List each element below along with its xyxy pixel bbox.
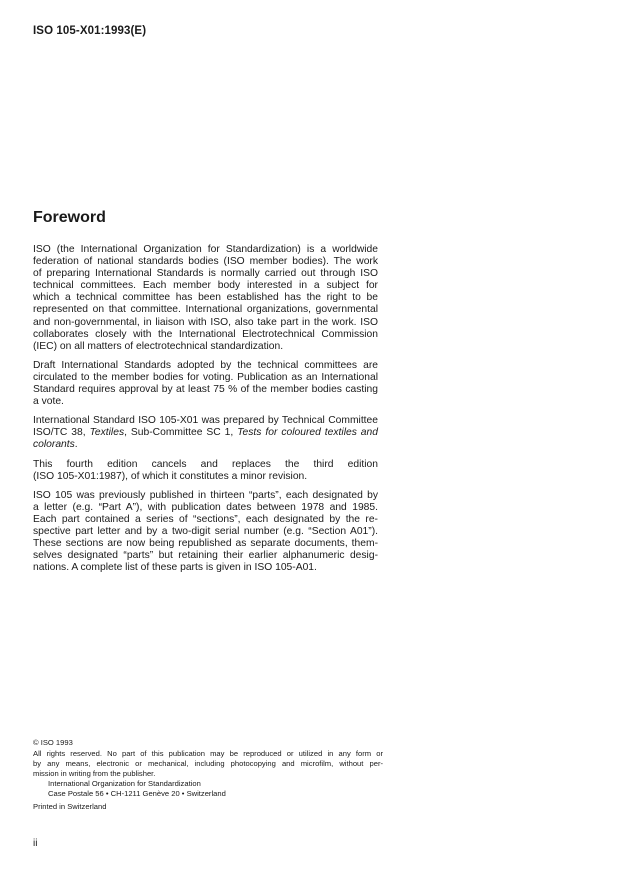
text-line: federation of national standards bodies (ISO member bodies). The work xyxy=(33,256,378,268)
committee-code: ISO/TC 38, xyxy=(33,427,90,439)
printed-in: Printed in Switzerland xyxy=(33,802,107,811)
text-line: circulated to the member bodies for voting. Publication as an International xyxy=(33,371,378,383)
committee-title: Textiles xyxy=(89,427,125,439)
paragraph-history xyxy=(33,490,378,575)
text-line: Standard requires approval by at least 75 % of the member bodies casting xyxy=(33,384,378,396)
text-line: nations. A complete list of these parts is given in ISO 105-A01. xyxy=(33,562,317,574)
text-line: a letter (e.g. “Part A”), with publication dates between 1978 and 1985. xyxy=(33,501,378,513)
text-line: (ISO 105-X01:1987), of which it constitutes a minor revision. xyxy=(33,470,308,482)
text-line: collaborates closely with the International Electrotechnical Commission xyxy=(33,328,378,340)
period: . xyxy=(74,439,78,451)
text-line: Draft International Standards adopted by the technical committees are xyxy=(33,359,378,371)
foreword-body xyxy=(33,244,378,581)
organization-name: International Organization for Standardization xyxy=(48,779,201,788)
foreword-heading: Foreword xyxy=(33,209,106,226)
text-line: represented on that committee. International organizations, governmental xyxy=(33,304,378,316)
page-number: ii xyxy=(33,838,38,849)
text-line: of preparing International Standards is normally carried out through ISO xyxy=(33,268,378,280)
text-line: Each part contained a series of “sections”, each designated by the re- xyxy=(33,513,378,525)
rights-line: mission in writing from the publisher. xyxy=(33,769,156,778)
subcommittee-title-end: colorants xyxy=(33,439,75,451)
text-line: This fourth edition cancels and replaces the third edition xyxy=(33,458,378,470)
organization-address: Case Postale 56 • CH-1211 Genève 20 • Switzerland xyxy=(48,789,226,798)
text-line: technical committees. Each member body interested in a subject for xyxy=(33,280,378,292)
text-line: which a technical committee has been established has the right to be xyxy=(33,292,378,304)
text-line: and non-governmental, in liaison with ISO, also take part in the work. ISO xyxy=(33,316,378,328)
rights-line: by any means, electronic or mechanical, including photocopying and microfilm, without per- xyxy=(33,759,383,768)
paragraph-preparation xyxy=(33,415,378,451)
copyright-symbol: © ISO 1993 xyxy=(33,738,73,747)
text-line: These sections are now being republished as separate documents, them- xyxy=(33,538,378,550)
paragraph-iso-description xyxy=(33,244,378,353)
text-line: ISO 105 was previously published in thirteen “parts”, each designated by xyxy=(33,489,378,501)
text-line xyxy=(33,427,378,439)
document-id: ISO 105-X01:1993(E) xyxy=(33,25,147,37)
rights-line: All rights reserved. No part of this publication may be reproduced or utilized in any form or xyxy=(33,749,383,758)
text-line: International Standard ISO 105-X01 was prepared by Technical Committee xyxy=(33,415,378,427)
subcommittee-title: Tests for coloured textiles and xyxy=(237,427,378,439)
subcommittee-code: , Sub-Committee SC 1, xyxy=(124,427,238,439)
paragraph-edition xyxy=(33,459,378,483)
paragraph-draft-standards xyxy=(33,360,378,408)
text-line: selves designated “parts” but retaining their earlier alphanumeric desig- xyxy=(33,550,378,562)
copyright-notice xyxy=(33,738,383,812)
text-line: ISO (the International Organization for Standardization) is a worldwide xyxy=(33,244,378,255)
text-line: spective part letter and by a two-digit serial number (e.g. “Section A01”). xyxy=(33,525,378,537)
text-line: (IEC) on all matters of electrotechnical standardization. xyxy=(33,340,284,352)
text-line xyxy=(33,439,378,451)
text-line: a vote. xyxy=(33,396,64,408)
